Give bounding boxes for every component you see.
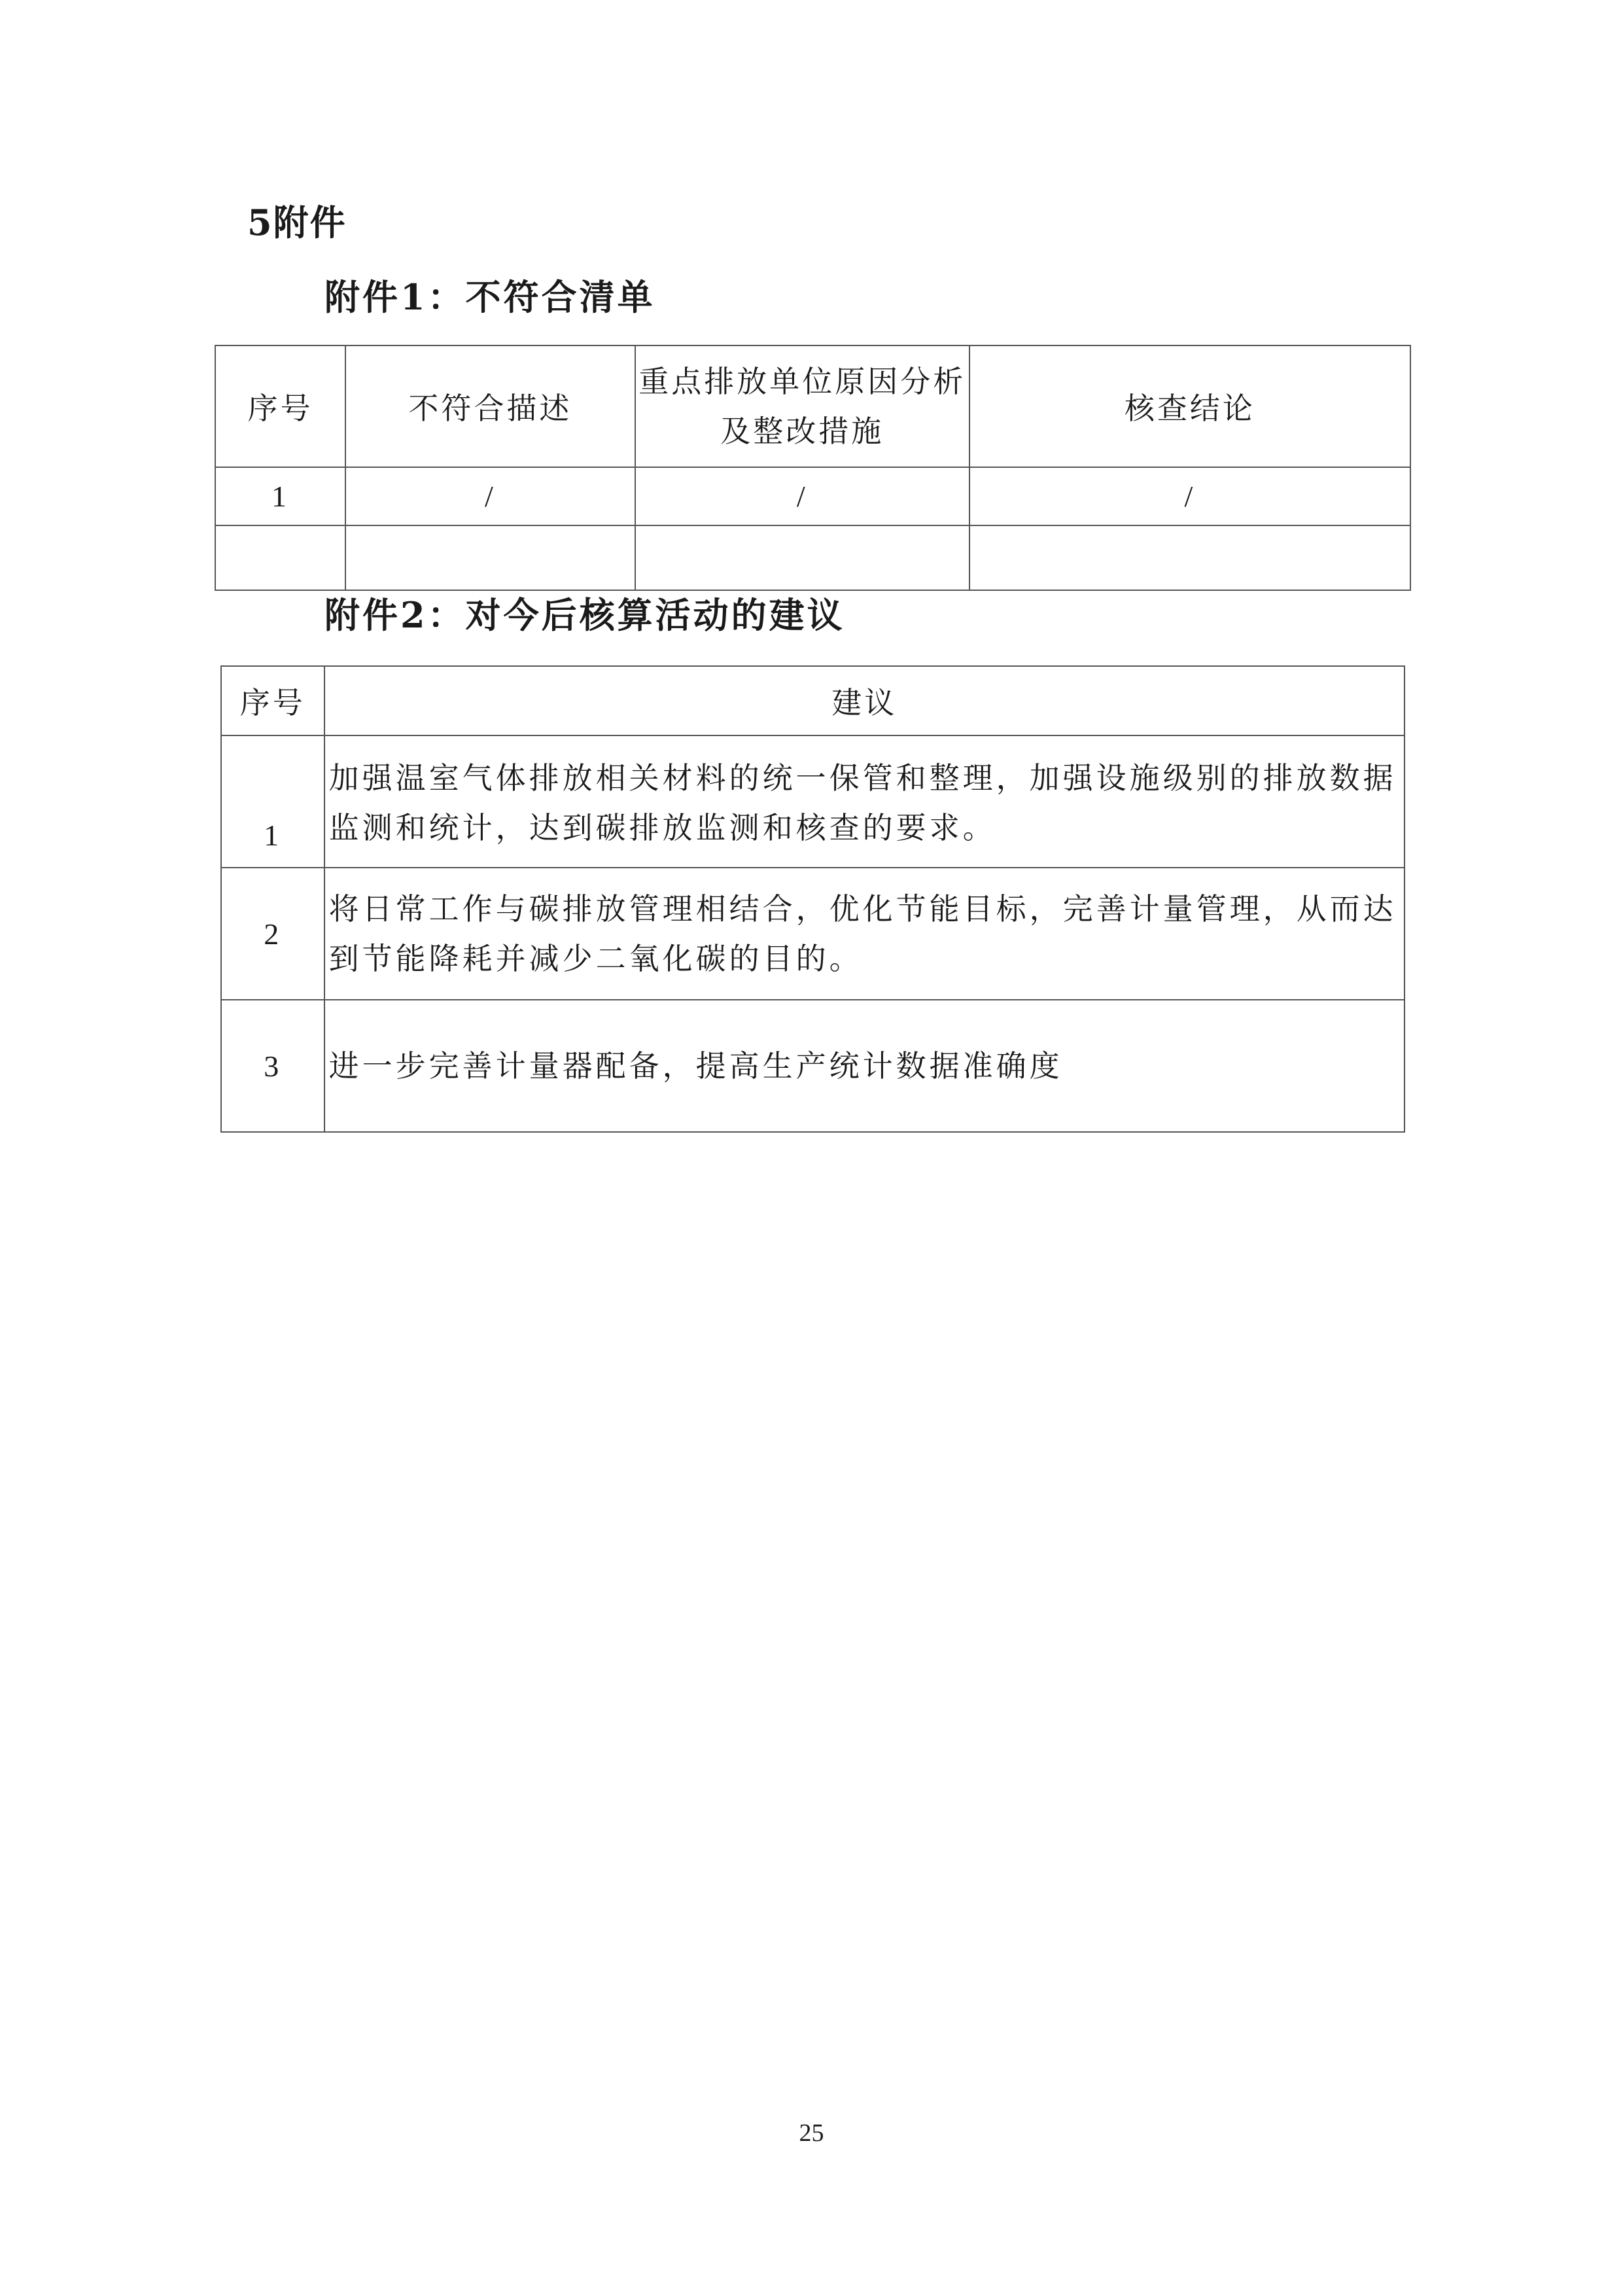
header-serial: 序号 (215, 345, 345, 467)
cell-serial: 1 (215, 467, 345, 525)
suggestions-table (220, 665, 1405, 1133)
cell-cause-analysis (635, 525, 969, 590)
header-cause-analysis-line2: 及整改措施 (720, 414, 884, 449)
header-verification-conclusion: 核查结论 (969, 345, 1410, 467)
header-serial: 序号 (221, 666, 324, 735)
table-header-row (221, 666, 1405, 735)
section-title: 5附件 (247, 202, 347, 243)
table-row (221, 1000, 1405, 1132)
cell-serial (215, 525, 345, 590)
header-suggestion: 建议 (324, 666, 1405, 735)
cell-serial: 3 (221, 1000, 324, 1132)
header-cause-analysis (635, 345, 969, 467)
nonconformity-table (215, 345, 1411, 591)
table-row (215, 467, 1410, 525)
header-cause-analysis-line1: 重点排放单位原因分析 (638, 364, 966, 399)
cell-cause-analysis: / (635, 467, 969, 525)
table-header-row (215, 345, 1410, 467)
table-row (215, 525, 1410, 590)
header-nonconformity-description: 不符合描述 (345, 345, 635, 467)
attachment1-title: 附件1：不符合清单 (324, 276, 655, 318)
cell-serial: 1 (221, 735, 324, 868)
cell-serial: 2 (221, 868, 324, 1000)
table-row (221, 735, 1405, 868)
cell-suggestion: 进一步完善计量器配备，提高生产统计数据准确度 (324, 1000, 1405, 1132)
cell-conclusion: / (969, 467, 1410, 525)
page-number: 25 (799, 2119, 824, 2147)
attachment2-title: 附件2：对今后核算活动的建议 (324, 594, 845, 636)
cell-description (345, 525, 635, 590)
table-row (221, 868, 1405, 1000)
cell-suggestion: 加强温室气体排放相关材料的统一保管和整理，加强设施级别的排放数据监测和统计，达到碳排放监测和核查的要求。 (324, 735, 1405, 868)
cell-conclusion (969, 525, 1410, 590)
cell-description: / (345, 467, 635, 525)
cell-suggestion: 将日常工作与碳排放管理相结合，优化节能目标，完善计量管理，从而达到节能降耗并减少二氧化碳的目的。 (324, 868, 1405, 1000)
